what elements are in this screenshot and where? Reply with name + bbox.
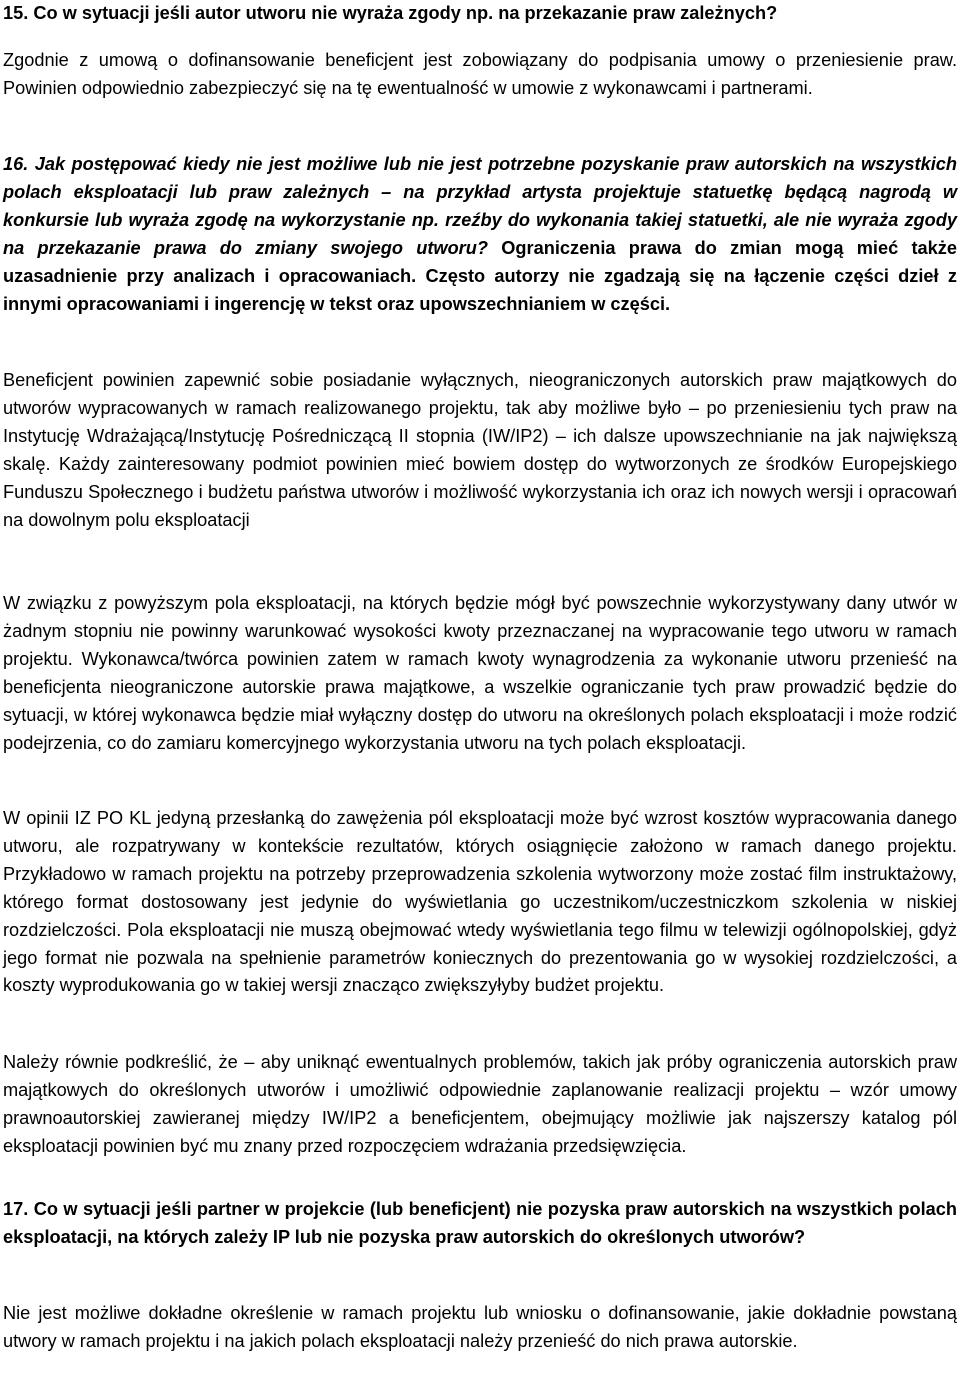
question-16-heading-bold: Ograniczenia prawa do zmian mogą mieć także uzasadnienie przy analizach i opracowaniach. Często autorzy nie zgadzają się na łączenie części dzieł z innymi opracowaniami i ingerencję w tekst oraz upowszechnianiem w części. [3, 237, 957, 314]
question-16-paragraph-1: Beneficjent powinien zapewnić sobie posiadanie wyłącznych, nieograniczonych autorskich praw majątkowych do utworów wypracowanych w ramach realizowanego projektu, tak aby możliwe było – po przeniesieniu tych praw na Instytucję Wdrażającą/Instytucję Pośredniczącą II stopnia (IW/IP2) – ich dalsze upowszechnianie na jak największą skalę. Każdy zainteresowany podmiot powinien mieć bowiem dostęp do wytworzonych ze środków Europejskiego Funduszu Społecznego i budżetu państwa utworów i możliwość wykorzystania ich oraz ich nowych wersji i opracowań na dowolnym polu eksploatacji [3, 370, 957, 530]
question-16-heading-italic: 16. Jak postępować kiedy nie jest możliwe lub nie jest potrzebne pozyskanie praw autorskich na wszystkich polach eksploatacji lub praw zależnych – na przykład artysta projektuje statuetkę będącą nagrodą w konkursie lub wyraża zgodę na wykorzystanie np. rzeźby do wykonania takiej statuetki, ale nie wyraża zgody na przekazanie prawa do zmiany swojego utworu? [3, 154, 957, 258]
question-16-heading [3, 151, 957, 318]
question-16-paragraph-4: Należy równie podkreślić, że – aby uniknąć ewentualnych problemów, takich jak próby ograniczenia autorskich praw majątkowych do określonych utworów i umożliwić odpowiednie zaplanowanie realizacji projektu – wzór umowy prawnoautorskiej zawieranej między IW/IP2 a beneficjentem, obejmujący możliwie jak najszerszy katalog pól eksploatacji powinien być mu znany przed rozpoczęciem wdrażania przedsięwzięcia. [3, 1052, 957, 1156]
question-15-answer: Zgodnie z umową o dofinansowanie beneficjent jest zobowiązany do podpisania umowy o przeniesienie praw. Powinien odpowiednio zabezpieczyć się na tę ewentualność w umowie z wykonawcami i partnerami. [3, 50, 957, 98]
question-16-paragraph-2: W związku z powyższym pola eksploatacji, na których będzie mógł być powszechnie wykorzystywany dany utwór w żadnym stopniu nie powinny warunkować wysokości kwoty przeznaczanej na wypracowanie tego utworu w ramach projektu. Wykonawca/twórca powinien zatem w ramach kwoty wynagrodzenia za wykonanie utworu przenieść na beneficjenta nieograniczone autorskie prawa majątkowe, a wszelkie ograniczanie tych praw prowadzić będzie do sytuacji, w której wykonawca będzie miał wyłączny dostęp do utworu na określonych polach eksploatacji i może rodzić podejrzenia, co do zamiaru komercyjnego wykorzystania utworu na tych polach eksploatacji. [3, 593, 957, 753]
question-15-heading: 15. Co w sytuacji jeśli autor utworu nie wyraża zgody np. na przekazanie praw zależnych? [3, 3, 778, 23]
question-17-heading: 17. Co w sytuacji jeśli partner w projekcie (lub beneficjent) nie pozyska praw autorskich na wszystkich polach eksploatacji, na których zależy IP lub nie pozyska praw autorskich do określonych utworów? [3, 1199, 957, 1247]
question-17-answer: Nie jest możliwe dokładne określenie w ramach projektu lub wniosku o dofinansowanie, jakie dokładnie powstaną utwory w ramach projektu i na jakich polach eksploatacji należy przenieść do nich prawa autorskie. [3, 1303, 957, 1351]
question-16-paragraph-3: W opinii IZ PO KL jedyną przesłanką do zawężenia pól eksploatacji może być wzrost kosztów wypracowania danego utworu, ale rozpatrywany w kontekście rezultatów, których osiągnięcie założono w ramach danego projektu. Przykładowo w ramach projektu na potrzeby przeprowadzenia szkolenia wytworzony może zostać film instruktażowy, którego format dostosowany jest jedynie do wyświetlania go uczestnikom/uczestniczkom szkolenia w niskiej rozdzielczości. Pola eksploatacji nie muszą obejmować wtedy wyświetlania tego filmu w telewizji ogólnopolskiej, gdyż jego format nie pozwala na spełnienie parametrów koniecznych do prezentowania go w wysokiej rozdzielczości, a koszty wyprodukowania go w takiej wersji znacząco zwiększyłyby budżet projektu. [3, 808, 957, 996]
